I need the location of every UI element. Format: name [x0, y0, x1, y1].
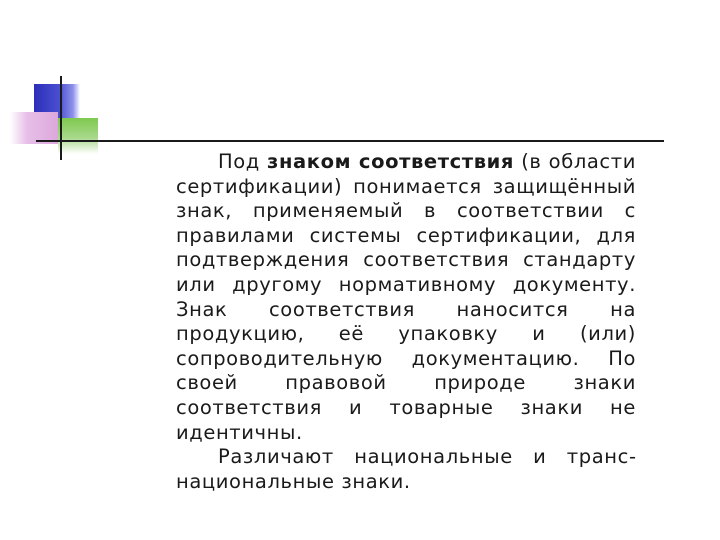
slide-body-text: [176, 150, 636, 494]
green-square-decoration: [58, 118, 98, 154]
highlighted-term: знаком соответствия: [267, 150, 515, 173]
paragraph-definition: [176, 150, 636, 445]
horizontal-rule: [36, 140, 664, 142]
paragraph-lead: Под: [218, 150, 268, 173]
vertical-rule: [60, 76, 62, 160]
paragraph-types: Различают национальные и транснациональные знаки.: [176, 445, 636, 493]
paragraph-rest: (в области сертификации) понимается защищённый знак, применяемый в соответствии с правилами системы сертификации, для подтверждения соответствия стандарту или другому нормативному документу. Знак соответствия наносится на продукцию, её упаковку и (или) сопроводительную документацию. По своей правовой природе знаки соответствия и товарные знаки не идентичны.: [176, 150, 636, 444]
